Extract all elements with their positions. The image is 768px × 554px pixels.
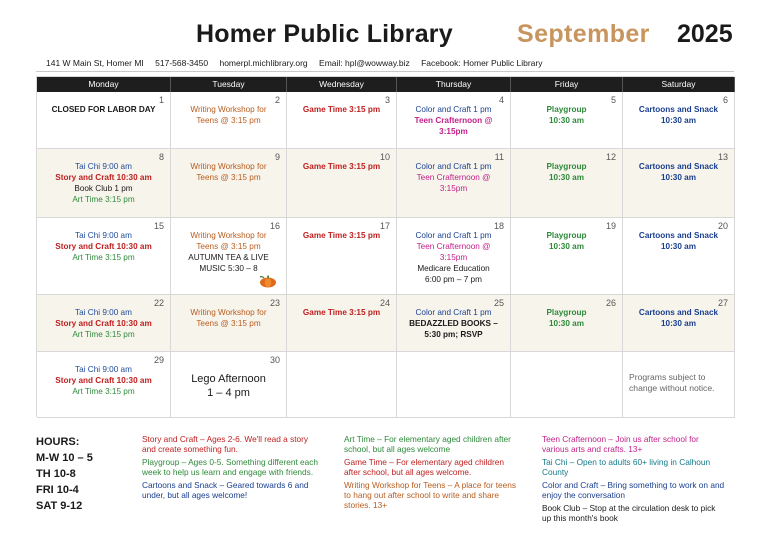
day-cell <box>623 92 735 149</box>
event-text: Story and Craft 10:30 am <box>55 319 152 328</box>
day-cell <box>37 149 171 218</box>
event-text: Playgroup <box>546 308 587 317</box>
year-label: 2025 <box>677 20 733 48</box>
legend-item: Color and Craft – Bring something to work on and enjoy the conversation <box>542 480 725 500</box>
day-cell <box>37 295 171 352</box>
event-text: Tai Chi 9:00 am <box>75 162 132 171</box>
day-cell <box>287 295 397 352</box>
facebook: Facebook: Homer Public Library <box>421 58 543 68</box>
day-number: 5 <box>610 95 616 105</box>
day-cell <box>623 352 735 418</box>
event-text: 10:30 am <box>548 319 585 328</box>
day-header-wednesday: Wednesday <box>287 77 397 92</box>
day-cell <box>397 149 511 218</box>
day-number: 10 <box>379 152 390 162</box>
event-text: Writing Workshop for <box>190 105 267 114</box>
day-number: 18 <box>493 221 504 231</box>
day-number: 16 <box>269 221 280 231</box>
day-number: 25 <box>493 298 504 308</box>
event-text: 5:30 pm; RSVP <box>424 330 483 339</box>
day-cell <box>171 218 287 295</box>
legend-item: Book Club – Stop at the circulation desk to pick up this month's book <box>542 503 716 523</box>
event-text: Writing Workshop for <box>190 162 267 171</box>
legend-item: Story and Craft – Ages 2-6. We'll read a story and create something fun. <box>142 434 309 454</box>
hours-line: FRI 10-4 <box>36 484 79 496</box>
event-text: 6:00 pm – 7 pm <box>425 275 482 284</box>
day-cell <box>287 352 397 418</box>
day-number: 9 <box>274 152 280 162</box>
event-text: Cartoons and Snack <box>638 308 719 317</box>
event-text: 10:30 am <box>660 242 697 251</box>
day-cell <box>171 295 287 352</box>
day-cell <box>397 352 511 418</box>
hours-line: M-W 10 – 5 <box>36 452 93 464</box>
day-number: 20 <box>717 221 728 231</box>
day-number: 6 <box>722 95 728 105</box>
event-text: Cartoons and Snack <box>638 105 719 114</box>
hours-line: SAT 9-12 <box>36 500 83 512</box>
event-text: 3:15pm <box>439 253 468 262</box>
legend-item: Tai Chi – Open to adults 60+ living in Calhoun County <box>542 457 711 477</box>
event-text: 10:30 am <box>660 116 697 125</box>
day-number: 15 <box>153 221 164 231</box>
event-text: Cartoons and Snack <box>638 162 719 171</box>
legend-column-2 <box>344 434 520 513</box>
day-cell <box>511 149 623 218</box>
day-cell <box>171 92 287 149</box>
event-text: Teen Crafternoon @ <box>416 173 491 182</box>
event-text: Teens @ 3:15 pm <box>196 242 261 251</box>
event-text: 3:15pm <box>439 127 468 136</box>
event-text: CLOSED FOR LABOR DAY <box>51 105 156 114</box>
legend-item: Game Time – For elementary aged children after school, but all ages welcome. <box>344 457 505 477</box>
event-text: Game Time 3:15 pm <box>302 162 381 171</box>
event-text: Art Time 3:15 pm <box>72 195 135 204</box>
day-number: 27 <box>717 298 728 308</box>
day-number: 29 <box>153 355 164 365</box>
day-cell <box>397 295 511 352</box>
event-text: Medicare Education <box>417 264 490 273</box>
event-text: Cartoons and Snack <box>638 231 719 240</box>
day-cell <box>511 218 623 295</box>
contact-line <box>46 58 746 68</box>
legend-item: Cartoons and Snack – Geared towards 6 and under, but all ages welcome! <box>142 480 309 500</box>
event-text: Writing Workshop for <box>190 308 267 317</box>
day-cell <box>511 352 623 418</box>
event-text: Playgroup <box>546 162 587 171</box>
day-number: 8 <box>158 152 164 162</box>
event-text: 3:15pm <box>439 184 468 193</box>
day-header-saturday: Saturday <box>623 77 735 92</box>
event-text: MUSIC 5:30 – 8 <box>199 264 258 273</box>
calendar-header <box>0 14 768 54</box>
event-text: Tai Chi 9:00 am <box>75 231 132 240</box>
event-text: Game Time 3:15 pm <box>302 105 381 114</box>
legend-column-3 <box>542 434 726 526</box>
day-number: 17 <box>379 221 390 231</box>
event-text: Tai Chi 9:00 am <box>75 365 132 374</box>
day-cell <box>37 92 171 149</box>
day-cell <box>37 218 171 295</box>
event-text: 10:30 am <box>660 173 697 182</box>
event-text: Tai Chi 9:00 am <box>75 308 132 317</box>
event-text: Lego Afternoon <box>191 373 266 385</box>
header-divider <box>36 71 734 72</box>
day-cell <box>511 92 623 149</box>
hours-block <box>36 434 93 514</box>
day-cell <box>171 149 287 218</box>
pumpkin-icon <box>259 274 277 288</box>
event-text: Story and Craft 10:30 am <box>55 242 152 251</box>
legend-item: Teen Crafternoon – Join us after school for various arts and crafts. 13+ <box>542 434 699 454</box>
day-cell <box>287 149 397 218</box>
website: homerpl.michlibrary.org <box>219 58 308 68</box>
day-cell <box>397 218 511 295</box>
day-cell <box>397 92 511 149</box>
legend-column-1 <box>142 434 322 503</box>
event-text: Teen Crafternoon @ <box>416 242 491 251</box>
event-text: Teens @ 3:15 pm <box>196 173 261 182</box>
month-label: September <box>517 20 650 48</box>
day-cell <box>287 92 397 149</box>
legend-item: Playgroup – Ages 0-5. Something different each week to help us learn and engage with friends. <box>142 457 319 477</box>
day-header-monday: Monday <box>37 77 171 92</box>
event-text: Playgroup <box>546 105 587 114</box>
event-text: Color and Craft 1 pm <box>415 105 492 114</box>
email: Email: hpl@wowway.biz <box>319 58 410 68</box>
event-text: Art Time 3:15 pm <box>72 253 135 262</box>
event-text: 10:30 am <box>660 319 697 328</box>
day-number: 24 <box>379 298 390 308</box>
day-number: 19 <box>605 221 616 231</box>
event-text: BEDAZZLED BOOKS – <box>409 319 498 328</box>
event-text: Book Club 1 pm <box>74 184 133 193</box>
hours-heading: HOURS: <box>36 436 80 448</box>
day-number: 2 <box>274 95 280 105</box>
event-text: Color and Craft 1 pm <box>415 162 492 171</box>
day-cell <box>623 295 735 352</box>
event-text: 10:30 am <box>548 242 585 251</box>
event-text: Story and Craft 10:30 am <box>55 376 152 385</box>
phone: 517-568-3450 <box>155 58 209 68</box>
day-cell <box>287 218 397 295</box>
event-text: Teen Crafternoon @ <box>414 116 493 125</box>
calendar-grid <box>36 76 734 417</box>
legend-item: Art Time – For elementary aged children after school, but all ages welcome <box>344 434 511 454</box>
day-number: 13 <box>717 152 728 162</box>
event-text: Playgroup <box>546 231 587 240</box>
day-number: 1 <box>158 95 164 105</box>
day-number: 4 <box>498 95 504 105</box>
day-cell <box>623 149 735 218</box>
event-text: Color and Craft 1 pm <box>415 231 492 240</box>
day-cell <box>623 218 735 295</box>
day-number: 30 <box>269 355 280 365</box>
event-text: 10:30 am <box>548 116 585 125</box>
day-header-thursday: Thursday <box>397 77 511 92</box>
day-cell <box>171 352 287 418</box>
event-text: Art Time 3:15 pm <box>72 387 135 396</box>
event-text: Art Time 3:15 pm <box>72 330 135 339</box>
event-text: Game Time 3:15 pm <box>302 308 381 317</box>
address: 141 W Main St, Homer MI <box>46 58 144 68</box>
day-header-tuesday: Tuesday <box>171 77 287 92</box>
day-number: 11 <box>494 152 504 162</box>
day-number: 26 <box>605 298 616 308</box>
legend-section <box>0 430 768 550</box>
event-text: Teens @ 3:15 pm <box>196 319 261 328</box>
event-text: Programs subject to <box>629 372 706 382</box>
day-number: 23 <box>269 298 280 308</box>
event-text: Story and Craft 10:30 am <box>55 173 152 182</box>
day-number: 12 <box>605 152 616 162</box>
day-number: 22 <box>153 298 164 308</box>
library-title: Homer Public Library <box>196 20 453 48</box>
day-number: 3 <box>384 95 390 105</box>
event-text: Writing Workshop for <box>190 231 267 240</box>
event-text: 10:30 am <box>548 173 585 182</box>
day-cell <box>511 295 623 352</box>
legend-item: Writing Workshop for Teens – A place for teens to hang out after school to write and share stories. 13+ <box>344 480 517 510</box>
day-header-friday: Friday <box>511 77 623 92</box>
event-text: Teens @ 3:15 pm <box>196 116 261 125</box>
hours-line: TH 10-8 <box>36 468 76 480</box>
event-text: Color and Craft 1 pm <box>415 308 492 317</box>
event-text: 1 – 4 pm <box>207 387 250 399</box>
day-cell <box>37 352 171 418</box>
event-text: change without notice. <box>629 383 715 393</box>
event-text: Game Time 3:15 pm <box>302 231 381 240</box>
event-text: AUTUMN TEA & LIVE <box>188 253 269 262</box>
